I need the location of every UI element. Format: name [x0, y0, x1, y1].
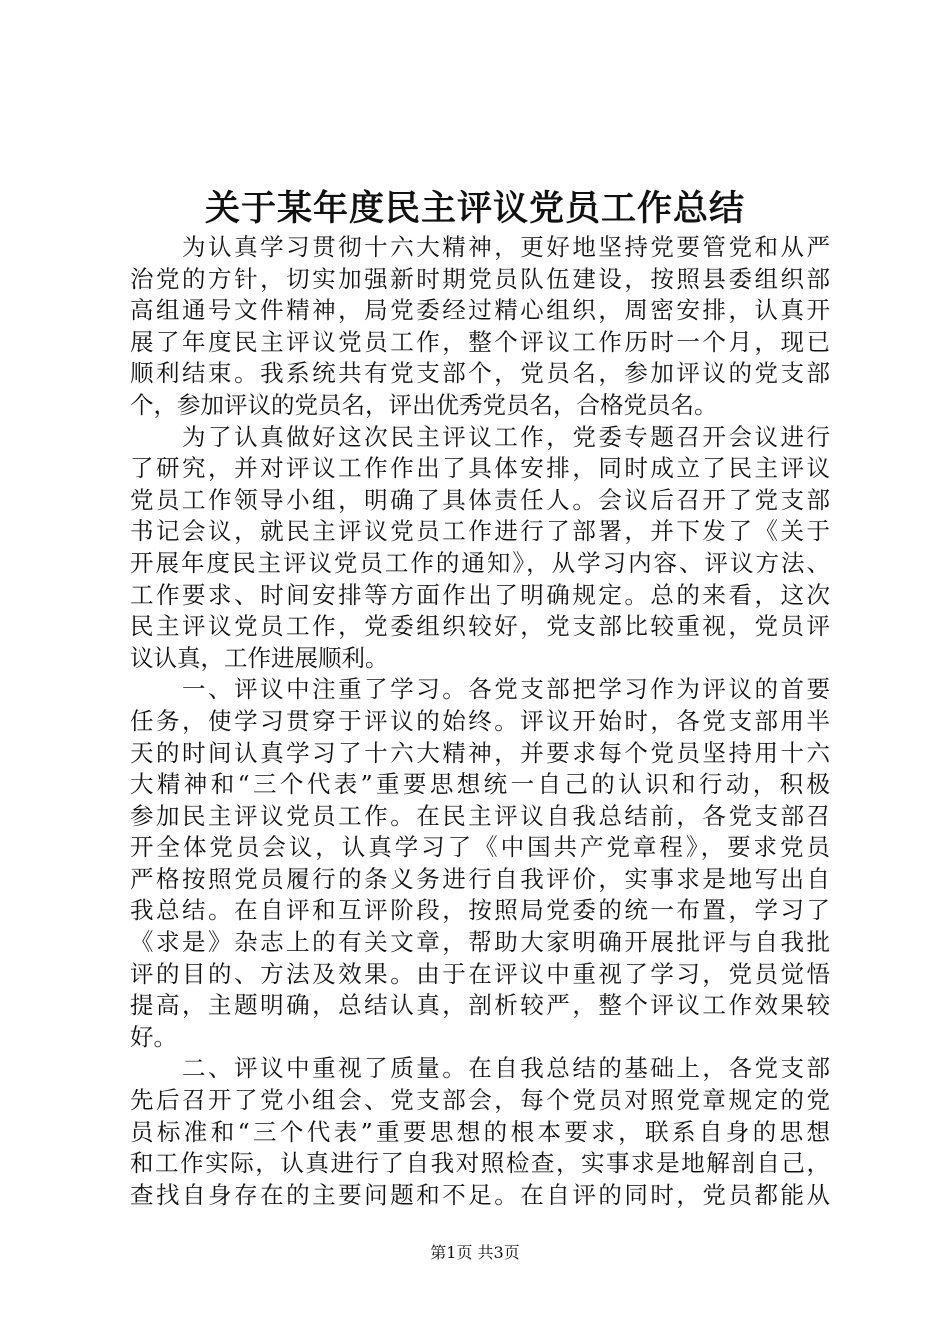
body-line: 顺利结束。我系统共有党支部个，党员名，参加评议的党支部: [130, 359, 830, 388]
body-line: 提高，主题明确，总结认真，剖析较严，整个评议工作效果较: [130, 991, 830, 1020]
body-line: 和工作实际，认真进行了自我对照检查，实事求是地解剖自己，: [130, 1149, 830, 1178]
body-line: 高组通号文件精神，局党委经过精心组织，周密安排，认真开: [130, 296, 830, 325]
body-line: 党员工作领导小组，明确了具体责任人。会议后召开了党支部: [130, 485, 830, 514]
body-line: 严格按照党员履行的条义务进行自我评价，实事求是地写出自: [130, 864, 830, 893]
body-line: 查找自身存在的主要问题和不足。在自评的同时，党员都能从: [130, 1180, 830, 1209]
body-line: 好。: [130, 1022, 177, 1051]
body-line: 个，参加评议的党员名，评出优秀党员名，合格党员名。: [130, 390, 718, 419]
body-line: 治党的方针，切实加强新时期党员队伍建设，按照县委组织部: [130, 264, 830, 293]
page-footer: 第1页 共3页: [430, 1243, 520, 1262]
body-line: 《求是》杂志上的有关文章，帮助大家明确开展批评与自我批: [130, 928, 830, 957]
body-line: 展了年度民主评议党员工作，整个评议工作历时一个月，现已: [130, 327, 830, 356]
body-line: 评的目的、方法及效果。由于在评议中重视了学习，党员觉悟: [130, 959, 830, 988]
body-line: 开展年度民主评议党员工作的通知》，从学习内容、评议方法、: [130, 548, 830, 577]
body-line: 了研究，并对评议工作作出了具体安排，同时成立了民主评议: [130, 454, 830, 483]
body-line: 议认真，工作进展顺利。: [130, 643, 389, 672]
body-line: 开全体党员会议，认真学习了《中国共产党章程》，要求党员: [130, 833, 830, 862]
body-line: 先后召开了党小组会、党支部会，每个党员对照党章规定的党: [130, 1086, 830, 1115]
document-body: [130, 232, 830, 1211]
body-line: 天的时间认真学习了十六大精神，并要求每个党员坚持用十六: [130, 738, 830, 767]
body-line: 参加民主评议党员工作。在民主评议自我总结前，各党支部召: [130, 801, 830, 830]
body-line: 为认真学习贯彻十六大精神，更好地坚持党要管党和从严: [130, 233, 830, 261]
body-line: 书记会议，就民主评议党员工作进行了部署，并下发了《关于: [130, 517, 830, 546]
body-line: 为了认真做好这次民主评议工作，党委专题召开会议进行: [130, 422, 830, 451]
body-line: 民主评议党员工作，党委组织较好，党支部比较重视，党员评: [130, 612, 830, 641]
body-line: 员标准和“三个代表”重要思想的根本要求，联系自身的思想: [130, 1117, 830, 1146]
body-line: 我总结。在自评和互评阶段，按照局党委的统一布置，学习了: [130, 896, 830, 925]
document-title: 关于某年度民主评议党员工作总结: [204, 189, 745, 229]
body-line: 二、评议中重视了质量。在自我总结的基础上，各党支部: [130, 1054, 830, 1083]
body-line: 任务，使学习贯穿于评议的始终。评议开始时，各党支部用半: [130, 706, 830, 735]
body-line: 工作要求、时间安排等方面作出了明确规定。总的来看，这次: [130, 580, 830, 609]
body-line: 一、评议中注重了学习。各党支部把学习作为评议的首要: [130, 675, 830, 704]
body-line: 大精神和“三个代表”重要思想统一自己的认识和行动，积极: [130, 770, 830, 799]
